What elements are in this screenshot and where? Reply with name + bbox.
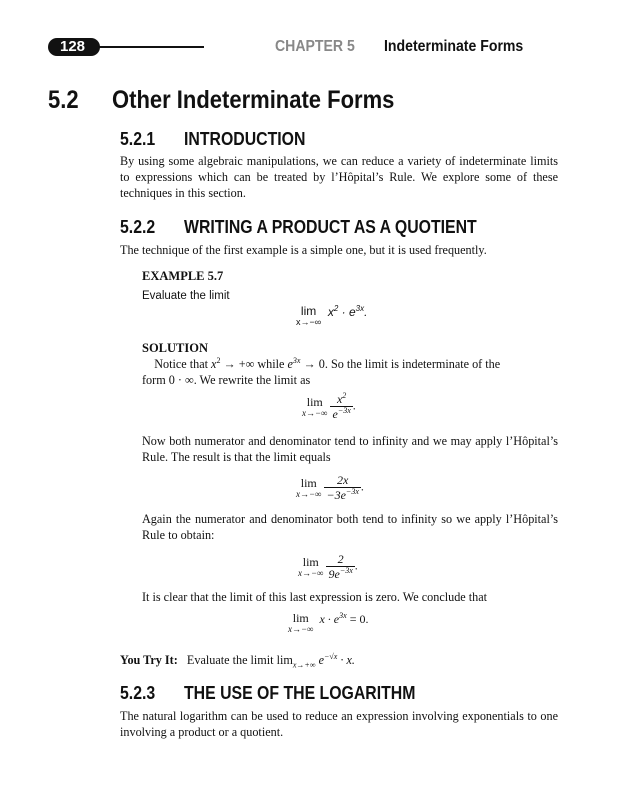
subsection-number: 5.2.2: [120, 217, 156, 237]
example-prompt: Evaluate the limit: [142, 290, 230, 302]
equation-fraction-3: lim x→−∞ $\frac{2}{9e^{-3x}}$ .: [298, 552, 358, 581]
solution-paragraph-3: Again the numerator and denominator both tend to infinity so we apply l’Hôpital’s Rule to obtain:: [142, 512, 558, 542]
equation-limit-1: lim x→−∞ $x^2 \cdot e^{3x}$.: [296, 304, 368, 327]
solution-paragraph-1: Notice that $x^2$ → +∞ while $e^{3x} \to 0$. So the limit is indeterminate of the form 0 · ∞. We rewrite the limit as: [142, 355, 501, 387]
you-try-it-label: You Try It:: [120, 653, 178, 667]
chapter-title: Indeterminate Forms: [384, 38, 524, 55]
solution-paragraph-4: It is clear that the limit of this last expression is zero. We conclude that: [142, 590, 488, 604]
intro-paragraph: By using some algebraic manipulations, we can reduce a variety of indeterminate limits to expressions which can be treated by l’Hôpital’s Rule. We explore some of these techniques in this section.: [120, 154, 558, 200]
page-number: 128: [60, 38, 86, 55]
solution-label: SOLUTION: [142, 341, 208, 355]
subsection-title: THE USE OF THE LOGARITHM: [184, 683, 416, 703]
you-try-it-text: Evaluate the limit: [186, 653, 274, 667]
solution-paragraph-2: Now both numerator and denominator tend to infinity and we may apply l’Hôpital’s Rule. The result is that the limit equals: [142, 434, 558, 464]
equation-fraction-2: lim x→−∞ $\frac{2x}{-3e^{-3x}}$ .: [296, 473, 364, 502]
header-rule: [98, 46, 204, 48]
subsection-number: 5.2.3: [120, 683, 156, 703]
product-intro: The technique of the first example is a simple one, but it is used frequently.: [120, 243, 487, 257]
subsection-number: 5.2.1: [120, 129, 156, 149]
log-paragraph: The natural logarithm can be used to reduce an expression involving exponentials to one involving a product or a quotient.: [120, 709, 558, 739]
chapter-label: CHAPTER 5: [275, 38, 355, 55]
example-label: EXAMPLE 5.7: [142, 269, 224, 283]
section-number: 5.2: [48, 86, 79, 114]
subsection-title: INTRODUCTION: [184, 129, 306, 149]
section-title: Other Indeterminate Forms: [112, 86, 395, 114]
equation-final: lim x→−∞ $x \cdot e^{3x} = 0$.: [288, 611, 369, 634]
subsection-title: WRITING A PRODUCT AS A QUOTIENT: [184, 217, 477, 237]
you-try-it: You Try It: Evaluate the limit $\lim_{x\to+\infty} e^{-√x} \cdot x$.: [120, 651, 355, 670]
equation-fraction-1: lim x→−∞ $\frac{x^2}{e^{-3x}}$ .: [302, 391, 356, 421]
